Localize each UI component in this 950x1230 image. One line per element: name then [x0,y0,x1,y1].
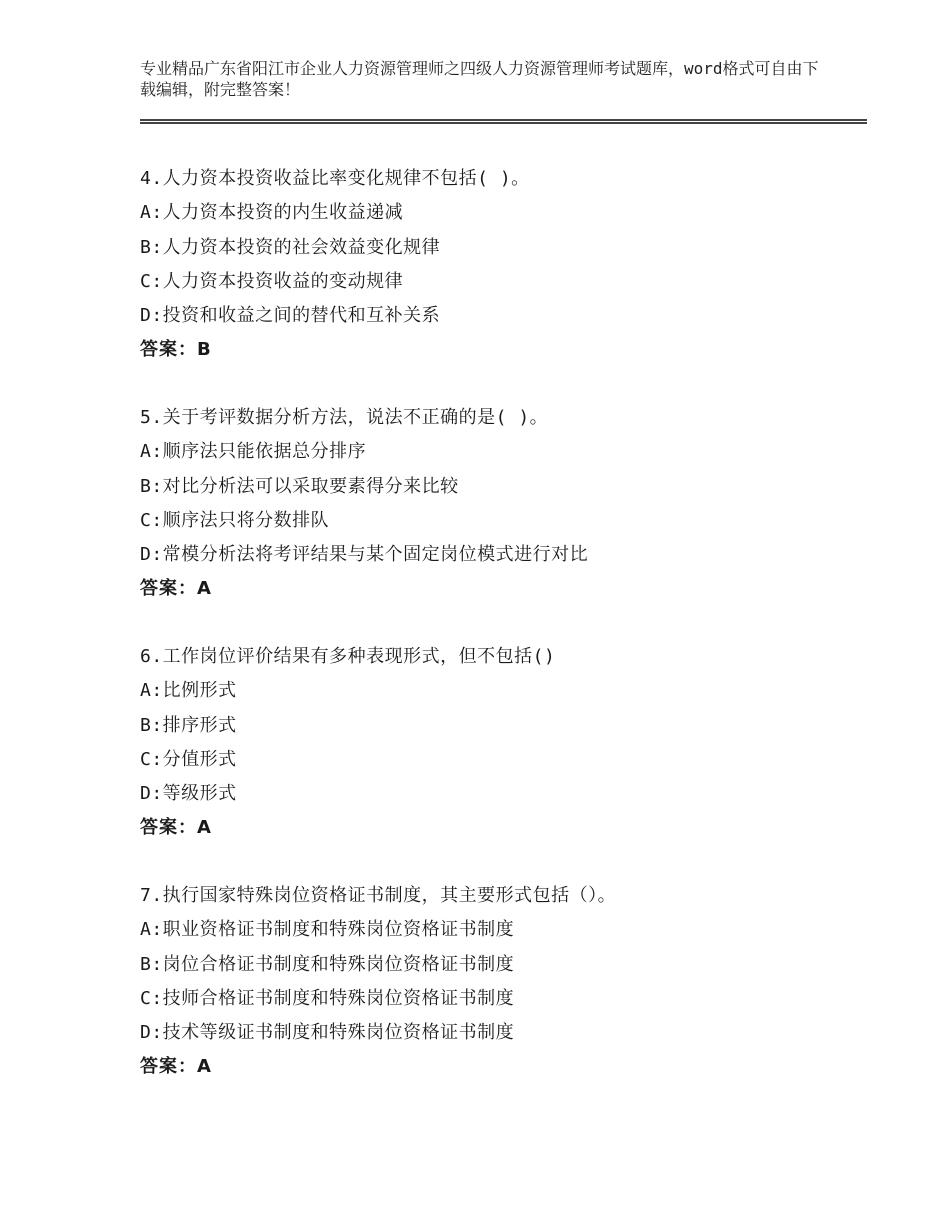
option-c: C:分值形式 [140,748,237,770]
option-d: D:投资和收益之间的替代和互补关系 [140,305,441,327]
option-b: B:对比分析法可以采取要素得分来比较 [140,475,459,497]
header-divider [140,119,867,124]
option-d: D:技术等级证书制度和特殊岗位资格证书制度 [140,1022,515,1044]
question-stem: 7.执行国家特殊岗位资格证书制度，其主要形式包括（）。 [140,885,617,906]
option-d: D:等级形式 [140,783,237,805]
question-stem: 5.关于考评数据分析方法，说法不正确的是( )。 [140,407,549,428]
option-c: C:人力资本投资收益的变动规律 [140,270,404,292]
option-c: C:顺序法只将分数排队 [140,509,330,531]
document-header: 专业精品广东省阳江市企业人力资源管理师之四级人力资源管理师考试题库，word格式可自由下载编辑，附完整答案！ [140,59,819,99]
option-d: D:常模分析法将考评结果与某个固定岗位模式进行对比 [140,544,589,566]
option-a: A:比例形式 [140,680,237,702]
option-b: B:排序形式 [140,714,237,736]
question-4 [140,162,880,368]
option-a: A:顺序法只能依据总分排序 [140,441,367,463]
option-a: A:人力资本投资的内生收益递减 [140,202,404,224]
answer-label: 答案：B [140,339,212,361]
question-stem: 4.人力资本投资收益比率变化规律不包括( )。 [140,168,530,189]
option-b: B:人力资本投资的社会效益变化规律 [140,236,441,258]
question-5 [140,401,880,607]
answer-label: 答案：A [140,817,212,839]
question-stem: 6.工作岗位评价结果有多种表现形式，但不包括() [140,646,556,667]
question-6 [140,640,880,846]
answer-label: 答案：A [140,578,212,600]
answer-label: 答案：A [140,1056,212,1078]
question-7 [140,879,880,1085]
option-a: A:职业资格证书制度和特殊岗位资格证书制度 [140,919,515,941]
option-c: C:技师合格证书制度和特殊岗位资格证书制度 [140,987,515,1009]
option-b: B:岗位合格证书制度和特殊岗位资格证书制度 [140,953,515,975]
